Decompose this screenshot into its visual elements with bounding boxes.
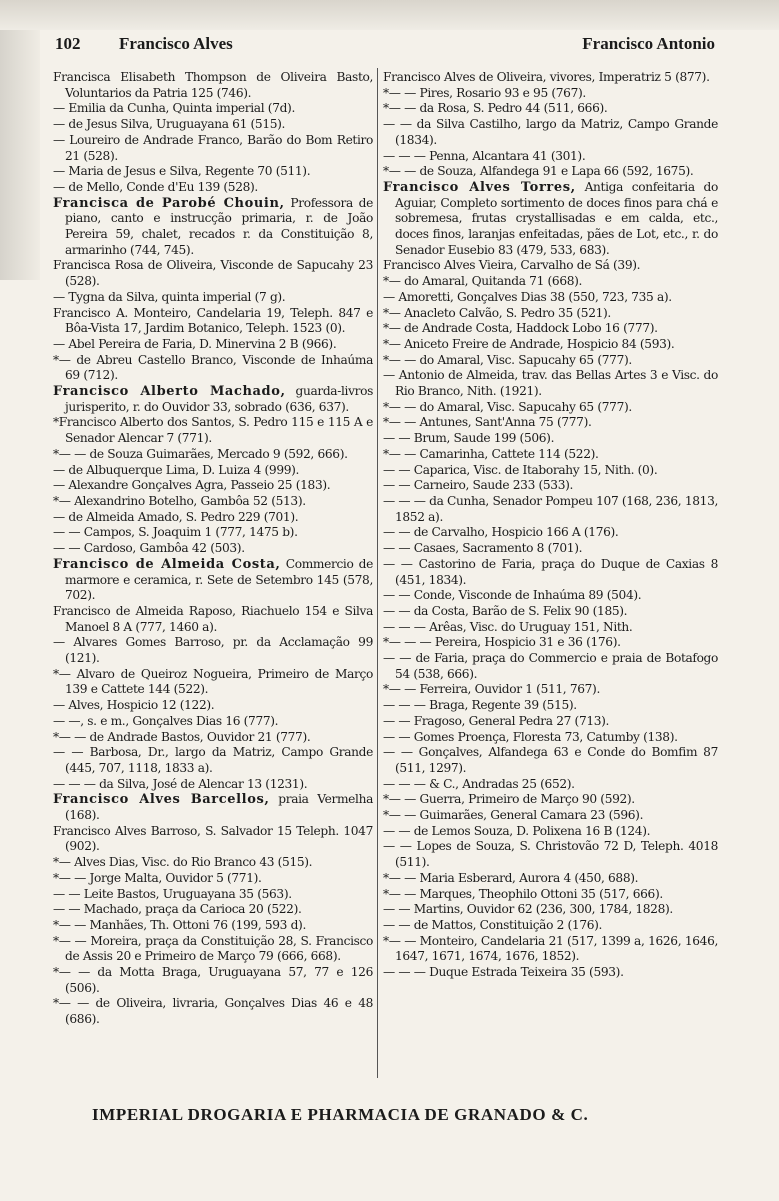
page-footer-advert: IMPERIAL DROGARIA E PHARMACIA DE GRANADO & C. bbox=[92, 1105, 589, 1124]
directory-entry bbox=[383, 745, 718, 776]
directory-entry bbox=[383, 274, 718, 290]
entry-text: *— Alvaro de Queiroz Nogueira, Primeiro de Março 139 e Cattete 144 (522). bbox=[53, 666, 373, 697]
entry-text: — — — Arêas, Visc. do Uruguay 151, Nith. bbox=[383, 619, 633, 634]
entry-text: — de Albuquerque Lima, D. Luiza 4 (999). bbox=[53, 462, 300, 477]
directory-entry bbox=[383, 463, 718, 479]
directory-entry bbox=[53, 730, 373, 746]
entry-text: Francisco Alves de Oliveira, vivores, Imperatriz 5 (877). bbox=[383, 70, 710, 84]
entry-text: *— — Guerra, Primeiro de Março 90 (592). bbox=[383, 792, 635, 807]
directory-entry bbox=[383, 604, 718, 620]
entry-text: *— Aniceto Freire de Andrade, Hospicio 84 (593). bbox=[383, 336, 675, 351]
entry-text: *— — — Pereira, Hospicio 31 e 36 (176). bbox=[383, 635, 621, 650]
entry-text: — — de Lemos Souza, D. Polixena 16 B (124). bbox=[383, 823, 651, 838]
directory-entry bbox=[383, 164, 718, 180]
entry-text: — — de Faria, praça do Commercio e praia de Botafogo 54 (538, 666). bbox=[383, 651, 718, 681]
entry-text: *— do Amaral, Quitanda 71 (668). bbox=[383, 274, 583, 289]
directory-entry bbox=[383, 494, 718, 525]
directory-entry bbox=[53, 635, 373, 666]
entry-text: — — Castorino de Faria, praça do Duque de Caxias 8 (451, 1834). bbox=[383, 556, 718, 587]
entry-text: — Alves, Hospicio 12 (122). bbox=[53, 698, 215, 713]
directory-entry bbox=[383, 431, 718, 447]
entry-text: Francisco Alves Barroso, S. Salvador 15 Teleph. 1047 (902). bbox=[53, 823, 373, 854]
directory-entry bbox=[383, 400, 718, 416]
entry-text: — de Mello, Conde d'Eu 139 (528). bbox=[53, 179, 258, 194]
left-column bbox=[53, 70, 373, 1028]
entry-text: *— — Camarinha, Cattete 114 (522). bbox=[383, 446, 599, 461]
entry-text: — — Gonçalves, Alfandega 63 e Conde do Bomfim 87 (511, 1297). bbox=[383, 745, 718, 775]
directory-entry bbox=[53, 667, 373, 698]
directory-entry bbox=[53, 902, 373, 918]
directory-entry bbox=[383, 478, 718, 494]
entry-text: — — Leite Bastos, Uruguayana 35 (563). bbox=[53, 886, 292, 901]
entry-text: — Antonio de Almeida, trav. das Bellas Artes 3 e Visc. do Rio Branco, Nith. (1921). bbox=[383, 368, 718, 399]
scan-edge-top bbox=[0, 0, 779, 30]
entry-text: — Emilia da Cunha, Quinta imperial (7d). bbox=[53, 101, 295, 116]
directory-entry bbox=[53, 855, 373, 871]
entry-text: *— — do Amaral, Visc. Sapucahy 65 (777). bbox=[383, 399, 632, 414]
entry-text: *— — de Souza Guimarães, Mercado 9 (592, 666). bbox=[53, 446, 348, 461]
header-right-title: Francisco Antonio bbox=[582, 34, 715, 53]
entry-text: — — Barbosa, Dr., largo da Matriz, Campo Grande (445, 707, 1118, 1833 a). bbox=[53, 745, 373, 775]
directory-entry bbox=[53, 887, 373, 903]
entry-text: — Amoretti, Gonçalves Dias 38 (550, 723, 735 a). bbox=[383, 289, 672, 304]
entry-text: guarda-livros jurisperito, r. do Ouvidor 33, sobrado (636, 637). bbox=[65, 384, 373, 414]
directory-entry bbox=[53, 196, 373, 259]
directory-entry bbox=[383, 557, 718, 588]
entry-text: — — Casaes, Sacramento 8 (701). bbox=[383, 541, 583, 556]
directory-entry bbox=[53, 557, 373, 604]
entry-text: Professora de piano, canto e instrucção primaria, r. de João Pereira 59, chalet, recados r. da Constituição 8, armarinho (744, 745). bbox=[65, 195, 373, 257]
entry-text: — Tygna da Silva, quinta imperial (7 g). bbox=[53, 289, 286, 304]
directory-entry bbox=[53, 447, 373, 463]
directory-entry bbox=[53, 101, 373, 117]
directory-entry bbox=[53, 180, 373, 196]
directory-entry bbox=[53, 934, 373, 965]
directory-entry bbox=[53, 714, 373, 730]
directory-entry bbox=[53, 604, 373, 635]
entry-text: — Maria de Jesus e Silva, Regente 70 (511). bbox=[53, 164, 311, 179]
entry-text: *— — do Amaral, Visc. Sapucahy 65 (777). bbox=[383, 352, 632, 367]
directory-entry bbox=[383, 918, 718, 934]
directory-entry bbox=[383, 525, 718, 541]
entry-text: *— — da Rosa, S. Pedro 44 (511, 666). bbox=[383, 101, 608, 116]
entry-text: *— — Pires, Rosario 93 e 95 (767). bbox=[383, 85, 586, 100]
directory-entry bbox=[383, 258, 718, 274]
entry-text: *— — de Andrade Bastos, Ouvidor 21 (777). bbox=[53, 729, 311, 744]
entry-text: Francisco A. Monteiro, Candelaria 19, Teleph. 847 e Bôa-Vista 17, Jardim Botanico, Teleph. 1523 (0). bbox=[53, 305, 373, 336]
entry-text: *— de Abreu Castello Branco, Visconde de Inhaúma 69 (712). bbox=[53, 352, 373, 383]
page-header bbox=[55, 34, 715, 56]
entry-text: — — Fragoso, General Pedra 27 (713). bbox=[383, 713, 610, 728]
directory-entry bbox=[53, 525, 373, 541]
directory-entry bbox=[53, 541, 373, 557]
entry-bold-name: Francisco de Almeida Costa, bbox=[53, 556, 281, 572]
directory-entry bbox=[383, 808, 718, 824]
directory-entry bbox=[383, 714, 718, 730]
directory-entry bbox=[53, 70, 373, 101]
directory-entry bbox=[383, 180, 718, 259]
entry-text: *— — Guimarães, General Camara 23 (596). bbox=[383, 808, 644, 823]
directory-entry bbox=[383, 871, 718, 887]
entry-text: — de Almeida Amado, S. Pedro 229 (701). bbox=[53, 509, 299, 524]
entry-text: praia Vermelha (168). bbox=[65, 792, 373, 823]
entry-text: — Loureiro de Andrade Franco, Barão do Bom Retiro 21 (528). bbox=[53, 132, 373, 163]
entry-text: *Francisco Alberto dos Santos, S. Pedro 115 e 115 A e Senador Alencar 7 (771). bbox=[53, 415, 373, 446]
directory-entry bbox=[53, 777, 373, 793]
directory-entry bbox=[383, 149, 718, 165]
directory-entry bbox=[383, 777, 718, 793]
entry-text: *— — Marques, Theophilo Ottoni 35 (517, 666). bbox=[383, 886, 663, 901]
entry-text: — — de Carvalho, Hospicio 166 A (176). bbox=[383, 525, 619, 540]
entry-text: — Abel Pereira de Faria, D. Minervina 2 B (966). bbox=[53, 336, 337, 351]
entry-text: *— — de Souza, Alfandega 91 e Lapa 66 (592, 1675). bbox=[383, 164, 694, 179]
directory-entry bbox=[383, 698, 718, 714]
directory-entry bbox=[53, 918, 373, 934]
directory-entry bbox=[383, 730, 718, 746]
entry-text: — — — da Silva, José de Alencar 13 (1231). bbox=[53, 776, 308, 791]
directory-entry bbox=[383, 588, 718, 604]
directory-entry bbox=[53, 494, 373, 510]
scan-edge-left bbox=[0, 30, 40, 280]
entry-text: — — Caparica, Visc. de Itaborahy 15, Nith. (0). bbox=[383, 462, 658, 477]
directory-entry bbox=[383, 620, 718, 636]
directory-entry bbox=[383, 368, 718, 399]
directory-entry bbox=[53, 463, 373, 479]
entry-text: — — Carneiro, Saude 233 (533). bbox=[383, 478, 574, 493]
entry-bold-name: Francisco Alberto Machado, bbox=[53, 384, 286, 400]
directory-entry bbox=[383, 902, 718, 918]
directory-entry bbox=[383, 337, 718, 353]
entry-text: — — Machado, praça da Carioca 20 (522). bbox=[53, 902, 302, 917]
directory-entry bbox=[53, 792, 373, 823]
directory-entry bbox=[53, 164, 373, 180]
directory-entry bbox=[53, 415, 373, 446]
directory-entry bbox=[53, 306, 373, 337]
directory-entry bbox=[383, 934, 718, 965]
entry-bold-name: Francisca de Parobé Chouin, bbox=[53, 195, 285, 211]
entry-text: — — — Braga, Regente 39 (515). bbox=[383, 698, 577, 713]
entry-text: *— — Manhães, Th. Ottoni 76 (199, 593 d). bbox=[53, 917, 306, 932]
directory-entry bbox=[383, 887, 718, 903]
entry-text: Francisca Rosa de Oliveira, Visconde de Sapucahy 23 (528). bbox=[53, 258, 373, 289]
entry-text: — — Gomes Proença, Floresta 73, Catumby (138). bbox=[383, 729, 678, 744]
entry-text: *— — de Oliveira, livraria, Gonçalves Dias 46 e 48 (686). bbox=[53, 996, 373, 1027]
entry-text: *— Alves Dias, Visc. do Rio Branco 43 (515). bbox=[53, 855, 313, 870]
directory-entry bbox=[383, 353, 718, 369]
entry-text: *— Anacleto Calvão, S. Pedro 35 (521). bbox=[383, 305, 611, 320]
column-divider bbox=[377, 68, 378, 1078]
entry-text: — —, s. e m., Gonçalves Dias 16 (777). bbox=[53, 713, 279, 728]
entry-text: — — da Costa, Barão de S. Felix 90 (185). bbox=[383, 603, 628, 618]
directory-entry bbox=[53, 698, 373, 714]
entry-text: — de Jesus Silva, Uruguayana 61 (515). bbox=[53, 117, 286, 132]
directory-entry bbox=[383, 447, 718, 463]
directory-entry bbox=[53, 510, 373, 526]
entry-text: *— — da Motta Braga, Uruguayana 57, 77 e 126 (506). bbox=[53, 965, 373, 995]
entry-text: — — — Duque Estrada Teixeira 35 (593). bbox=[383, 965, 624, 980]
entry-text: *— Alexandrino Botelho, Gambôa 52 (513). bbox=[53, 493, 306, 508]
entry-text: *— — Moreira, praça da Constituição 28, S. Francisco de Assis 20 e Primeiro de Março 79 (666, 668). bbox=[53, 933, 373, 964]
directory-entry bbox=[53, 478, 373, 494]
entry-text: — — Brum, Saude 199 (506). bbox=[383, 431, 555, 446]
directory-entry bbox=[383, 635, 718, 651]
directory-entry bbox=[383, 290, 718, 306]
directory-entry bbox=[53, 133, 373, 164]
header-left-title: Francisco Alves bbox=[119, 34, 233, 53]
entry-text: Commercio de marmore e ceramica, r. Sete de Setembro 145 (578, 702). bbox=[65, 556, 373, 603]
entry-text: *— — Maria Esberard, Aurora 4 (450, 688). bbox=[383, 870, 639, 885]
right-column bbox=[383, 70, 718, 981]
directory-entry bbox=[383, 70, 718, 86]
entry-text: *— — Monteiro, Candelaria 21 (517, 1399 a, 1626, 1646, 1647, 1671, 1674, 1676, 1852). bbox=[383, 933, 718, 964]
entry-text: Francisca Elisabeth Thompson de Oliveira Basto, Voluntarios da Patria 125 (746). bbox=[53, 70, 373, 100]
entry-text: — — Lopes de Souza, S. Christovão 72 D, Teleph. 4018 (511). bbox=[383, 839, 718, 870]
directory-entry bbox=[383, 415, 718, 431]
directory-entry bbox=[383, 651, 718, 682]
directory-entry bbox=[53, 258, 373, 289]
entry-text: — — de Mattos, Constituição 2 (176). bbox=[383, 917, 603, 932]
entry-text: — — — da Cunha, Senador Pompeu 107 (168, 236, 1813, 1852 a). bbox=[383, 493, 718, 524]
entry-text: — — Cardoso, Gambôa 42 (503). bbox=[53, 541, 245, 556]
entry-bold-name: Francisco Alves Barcellos, bbox=[53, 792, 270, 808]
entry-text: *— — Ferreira, Ouvidor 1 (511, 767). bbox=[383, 682, 600, 697]
entry-text: — — Martins, Ouvidor 62 (236, 300, 1784, 1828). bbox=[383, 902, 673, 917]
directory-entry bbox=[383, 682, 718, 698]
entry-text: Antiga confeitaria do Aguiar, Completo sortimento de doces finos para chá e sobremesa, frutas crystallisadas e em calda, etc., doces finos, laranjas enfeitadas, pães de Lot, etc., r. do Senador Eusebio 83 (479, 533, 683). bbox=[395, 179, 719, 257]
entry-text: *— — Jorge Malta, Ouvidor 5 (771). bbox=[53, 870, 262, 885]
directory-entry bbox=[383, 86, 718, 102]
directory-entry bbox=[53, 384, 373, 415]
directory-entry bbox=[53, 117, 373, 133]
page-number: 102 bbox=[55, 34, 81, 53]
directory-entry bbox=[53, 824, 373, 855]
entry-text: *— de Andrade Costa, Haddock Lobo 16 (777). bbox=[383, 321, 658, 336]
entry-text: — — Campos, S. Joaquim 1 (777, 1475 b). bbox=[53, 525, 298, 540]
directory-entry bbox=[53, 337, 373, 353]
entry-text: — — — & C., Andradas 25 (652). bbox=[383, 776, 575, 791]
directory-entry bbox=[383, 541, 718, 557]
entry-text: — — Conde, Visconde de Inhaúma 89 (504). bbox=[383, 588, 642, 603]
entry-text: — Alexandre Gonçalves Agra, Passeio 25 (183). bbox=[53, 478, 331, 493]
directory-entry bbox=[53, 745, 373, 776]
directory-entry bbox=[383, 792, 718, 808]
entry-text: Francisco de Almeida Raposo, Riachuelo 154 e Silva Manoel 8 A (777, 1460 a). bbox=[53, 603, 373, 634]
directory-entry bbox=[383, 824, 718, 840]
entry-text: *— — Antunes, Sant'Anna 75 (777). bbox=[383, 415, 592, 430]
directory-entry bbox=[383, 306, 718, 322]
directory-entry bbox=[383, 101, 718, 117]
entry-text: — — — Penna, Alcantara 41 (301). bbox=[383, 148, 586, 163]
entry-text: — — da Silva Castilho, largo da Matriz, Campo Grande (1834). bbox=[383, 117, 718, 147]
directory-entry bbox=[383, 839, 718, 870]
directory-entry bbox=[383, 117, 718, 148]
directory-entry bbox=[53, 996, 373, 1027]
entry-bold-name: Francisco Alves Torres, bbox=[383, 179, 576, 195]
directory-entry bbox=[53, 871, 373, 887]
directory-entry bbox=[383, 965, 718, 981]
entry-text: — Alvares Gomes Barroso, pr. da Acclamação 99 (121). bbox=[53, 635, 373, 666]
directory-entry bbox=[53, 353, 373, 384]
directory-entry bbox=[53, 290, 373, 306]
entry-text: Francisco Alves Vieira, Carvalho de Sá (39). bbox=[383, 258, 641, 273]
directory-entry bbox=[383, 321, 718, 337]
directory-entry bbox=[53, 965, 373, 996]
